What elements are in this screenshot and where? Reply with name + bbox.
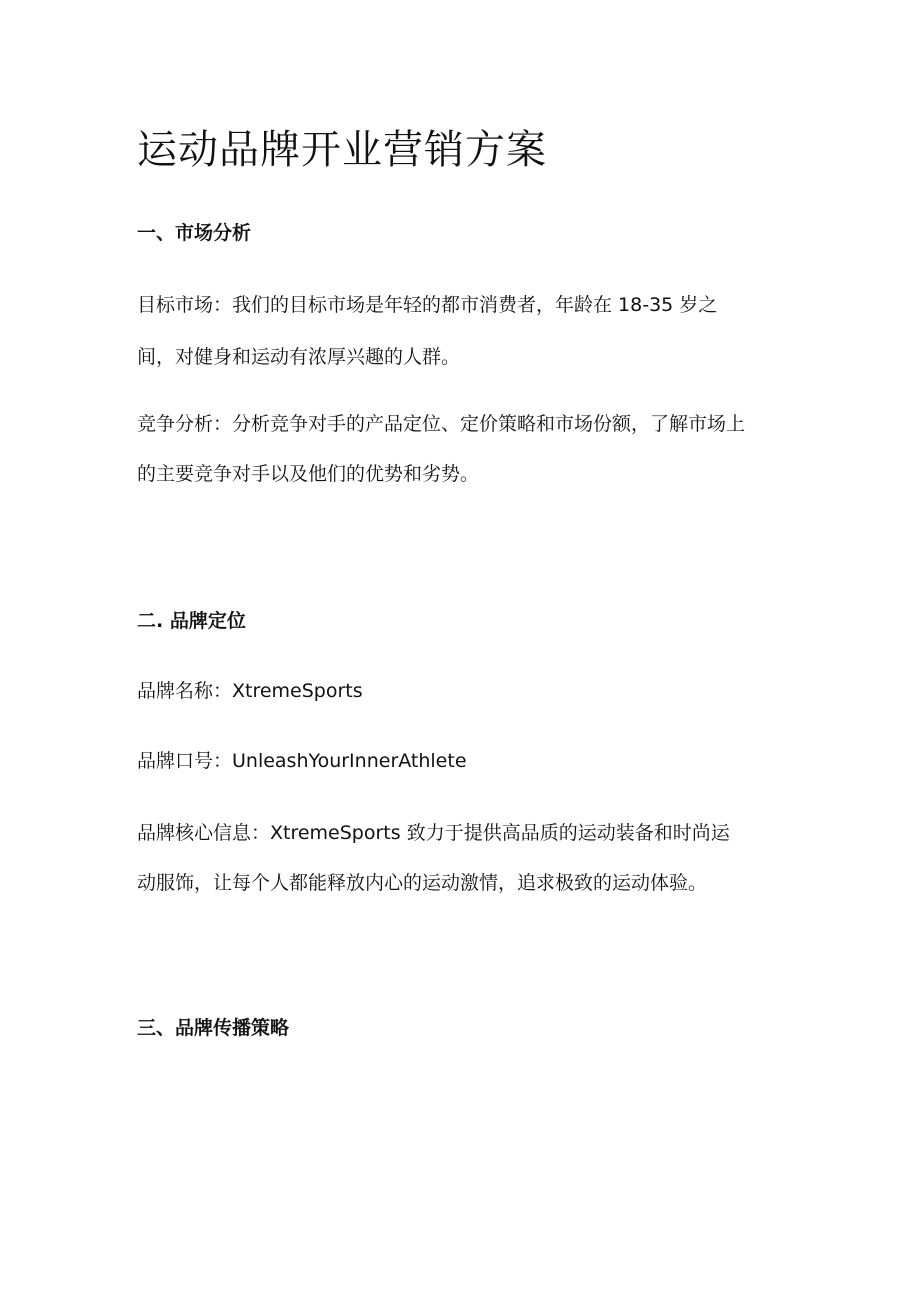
- paragraph-brand-core-line-1: 品牌核心信息：XtremeSports 致力于提供高品质的运动装备和时尚运: [137, 822, 730, 844]
- paragraph-brand-name: 品牌名称：XtremeSports: [137, 680, 363, 702]
- paragraph-brand-slogan: 品牌口号：UnleashYourInnerAthlete: [137, 750, 467, 772]
- paragraph-target-market-line-1: 目标市场：我们的目标市场是年轻的都市消费者，年龄在 18-35 岁之: [137, 294, 718, 316]
- section-heading-market-analysis: 一、市场分析: [137, 222, 252, 244]
- paragraph-target-market-line-2: 间，对健身和运动有浓厚兴趣的人群。: [137, 346, 461, 368]
- section-heading-brand-positioning: 二. 品牌定位: [137, 610, 246, 632]
- paragraph-competition-line-2: 的主要竞争对手以及他们的优势和劣势。: [137, 463, 480, 485]
- paragraph-brand-core-line-2: 动服饰，让每个人都能释放内心的运动激情，追求极致的运动体验。: [137, 872, 708, 894]
- document-title: 运动品牌开业营销方案: [137, 127, 547, 173]
- paragraph-competition-line-1: 竞争分析：分析竞争对手的产品定位、定价策略和市场份额，了解市场上: [137, 413, 746, 435]
- section-heading-brand-communication: 三、品牌传播策略: [137, 1017, 290, 1039]
